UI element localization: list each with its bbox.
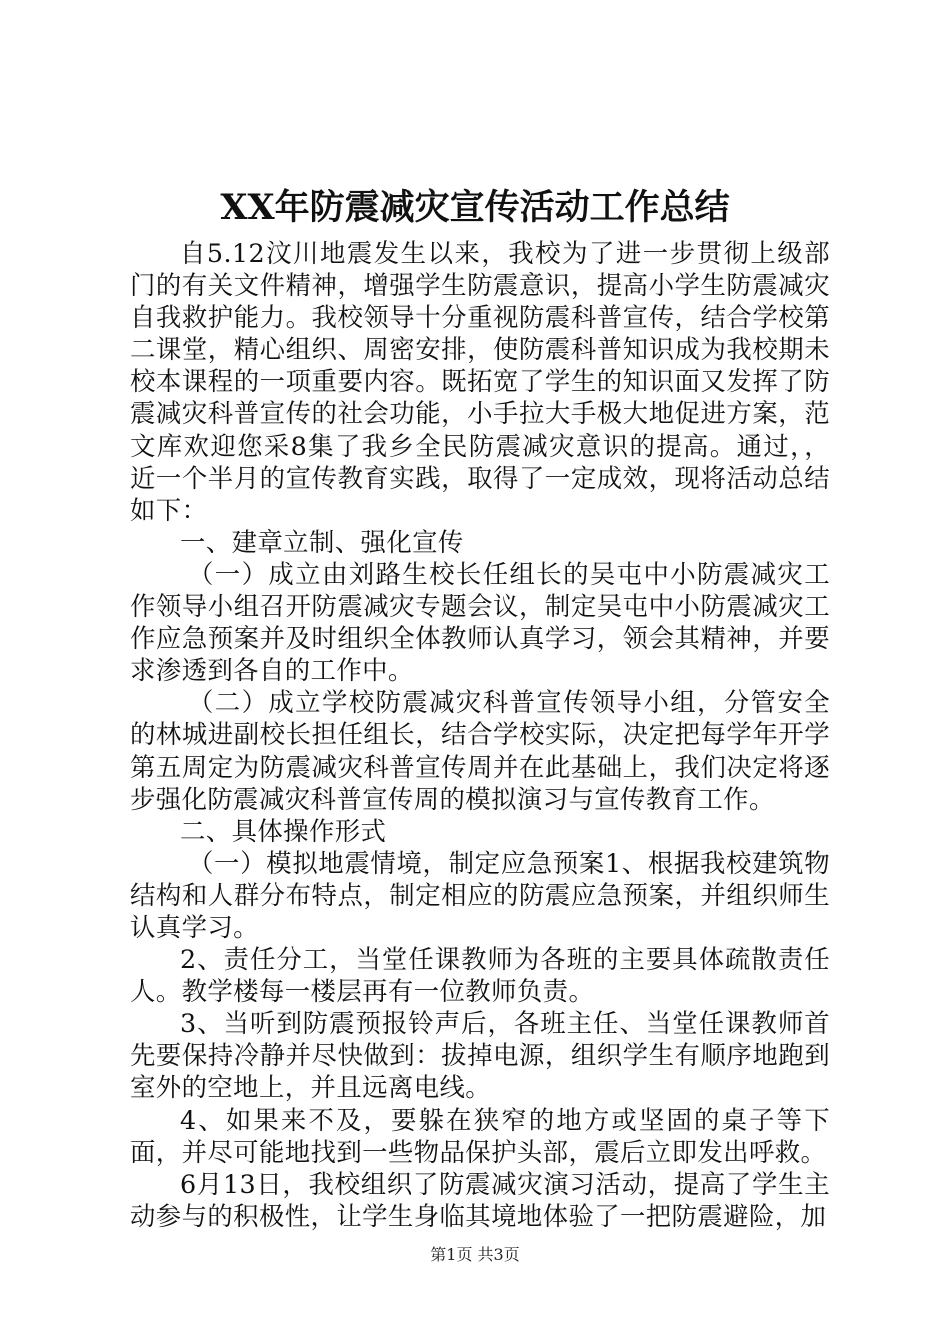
document-body: [130, 237, 830, 1232]
section-heading-1: 一、建章立制、强化宣传: [180, 526, 464, 557]
paragraph-2-2: 2、责任分工，当堂任课教师为各班的主要具体疏散责任人。教学楼每一楼层再有一位教师负责。: [130, 944, 830, 1007]
section-heading-2: 二、具体操作形式: [180, 815, 387, 846]
paragraph-2-1: （一）模拟地震情境，制定应急预案1、根据我校建筑物结构和人群分布特点，制定相应的防震应急预案，并组织师生认真学习。: [130, 847, 830, 942]
paragraph-drill: 6月13日，我校组织了防震减灾演习活动，提高了学生主动参与的积极性，让学生身临其境地体验了一把防震避险，加: [130, 1168, 830, 1231]
document-title: XX年防震减灾宣传活动工作总结: [220, 187, 730, 228]
page-footer: 第1页 共3页: [430, 1245, 520, 1264]
paragraph-2-3: 3、当听到防震预报铃声后，各班主任、当堂任课教师首先要保持冷静并尽快做到：拔掉电源，组织学生有顺序地跑到室外的空地上，并且远离电线。: [130, 1008, 830, 1103]
paragraph-2-4: 4、如果来不及，要躲在狭窄的地方或坚固的桌子等下面，并尽可能地找到一些物品保护头部，震后立即发出呼救。: [130, 1104, 830, 1167]
paragraph-1-1: （一）成立由刘路生校长任组长的吴屯中小防震减灾工作领导小组召开防震减灾专题会议，制定吴屯中小防震减灾工作应急预案并及时组织全体教师认真学习，领会其精神，并要求渗透到各自的工作中。: [130, 558, 830, 686]
paragraph-1-2: （二）成立学校防震减灾科普宣传领导小组，分管安全的林城进副校长担任组长，结合学校实际，决定把每学年开学第五周定为防震减灾科普宣传周并在此基础上，我们决定将逐步强化防震减灾科普宣传周的模拟演习与宣传教育工作。: [130, 687, 830, 814]
paragraph-intro: 自5.12汶川地震发生以来，我校为了进一步贯彻上级部门的有关文件精神，增强学生防震意识，提高小学生防震减灾自我救护能力。我校领导十分重视防震科普宣传，结合学校第二课堂，精心组织、周密安排，使防震科普知识成为我校期未校本课程的一项重要内容。既拓宽了学生的知识面又发挥了防震减灾科普宣传的社会功能，小手拉大手极大地促进方案，范文库欢迎您采8集了我乡全民防震减灾意识的提高。通过，，近一个半月的宣传教育实践，取得了一定成效，现将活动总结如下：: [130, 238, 830, 525]
